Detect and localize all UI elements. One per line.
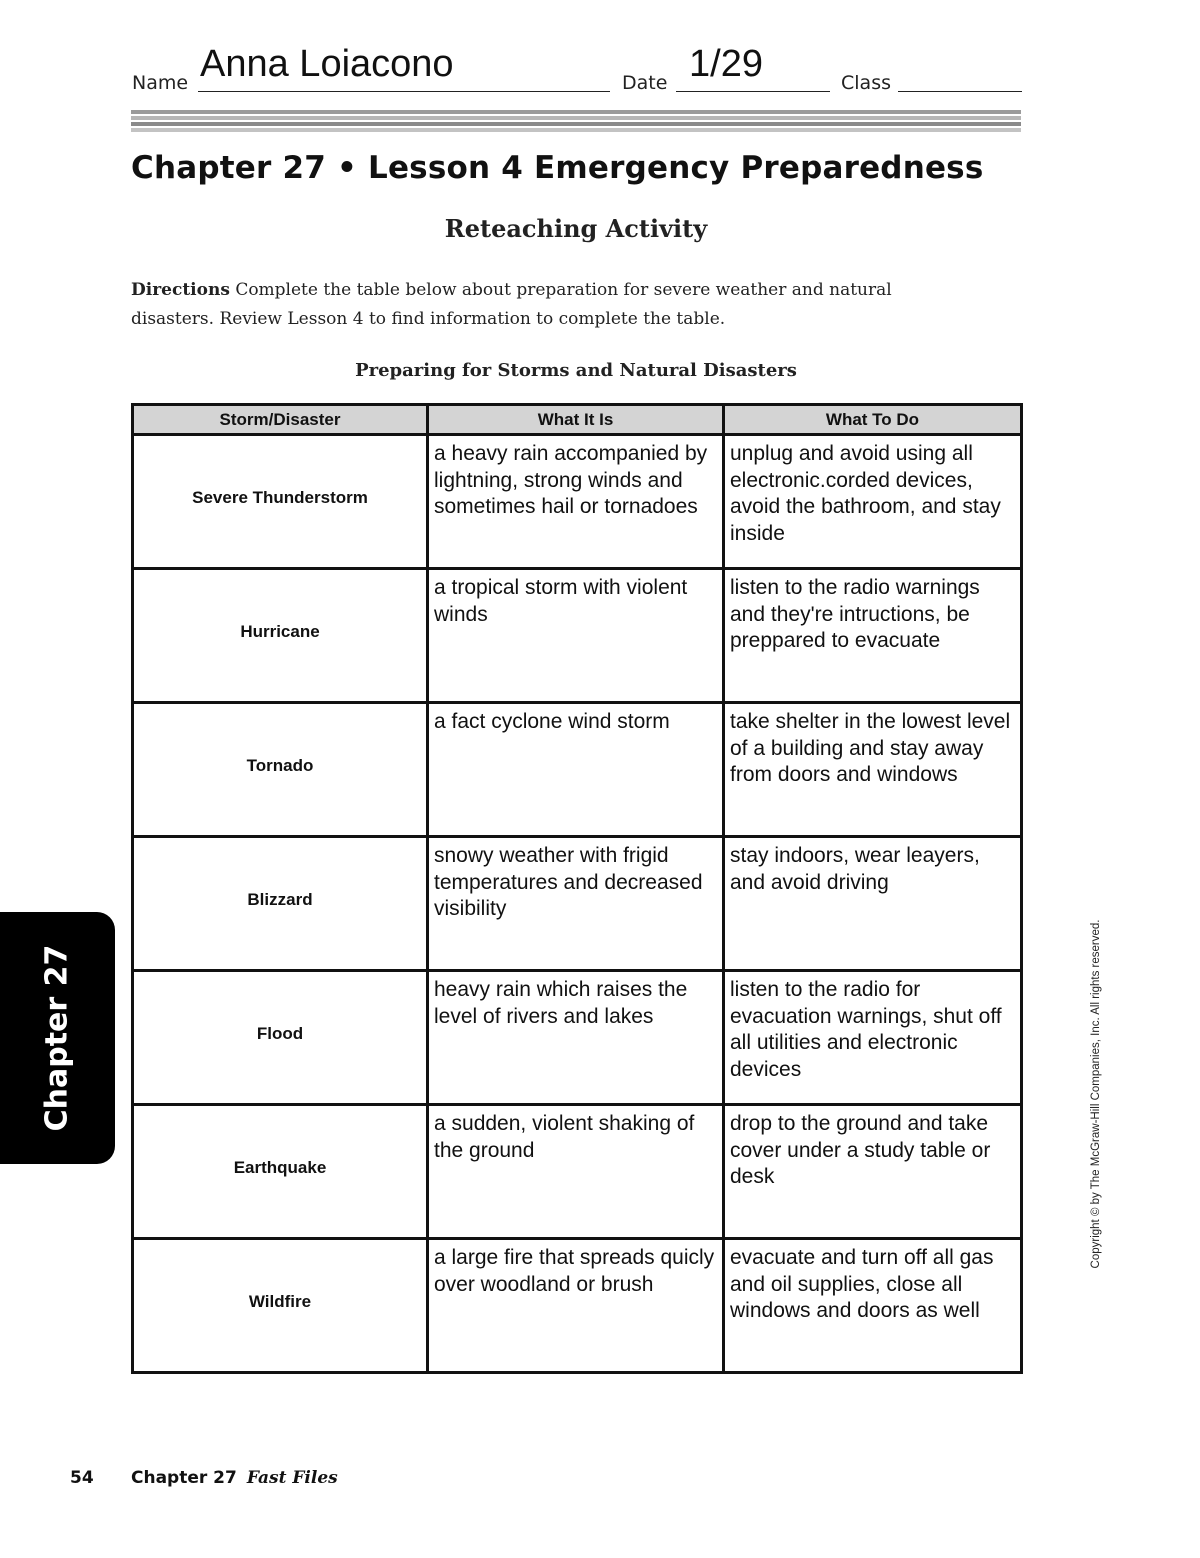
page-subtitle: Reteaching Activity <box>444 214 708 243</box>
table-row <box>133 435 1022 569</box>
disaster-name-cell: Wildfire <box>133 1239 428 1373</box>
directions-label: Directions <box>131 280 230 300</box>
class-label: Class <box>841 72 891 94</box>
table-row <box>133 703 1022 837</box>
chapter-side-tab <box>0 912 115 1164</box>
what-it-is-cell[interactable]: a large fire that spreads quicly over woodland or brush <box>428 1239 724 1373</box>
what-it-is-cell[interactable]: a tropical storm with violent winds <box>428 569 724 703</box>
name-value: Anna Loiacono <box>200 43 454 85</box>
disaster-name-cell: Earthquake <box>133 1105 428 1239</box>
copyright-notice: Copyright © by The McGraw-Hill Companies, Inc. All rights reserved. <box>1090 919 1102 1269</box>
footer-chapter: Chapter 27 <box>131 1468 237 1488</box>
column-header: Storm/Disaster <box>133 405 428 435</box>
name-line <box>198 91 610 92</box>
what-to-do-cell[interactable]: take shelter in the lowest level of a building and stay away from doors and windows <box>724 703 1022 837</box>
what-it-is-cell[interactable]: a fact cyclone wind storm <box>428 703 724 837</box>
what-to-do-cell[interactable]: evacuate and turn off all gas and oil supplies, close all windows and doors as well <box>724 1239 1022 1373</box>
name-label: Name <box>132 72 189 94</box>
disaster-name-cell: Blizzard <box>133 837 428 971</box>
column-header: What To Do <box>724 405 1022 435</box>
disaster-name-cell: Severe Thunderstorm <box>133 435 428 569</box>
what-to-do-cell[interactable]: unplug and avoid using all electronic.corded devices, avoid the bathroom, and stay inside <box>724 435 1022 569</box>
date-label: Date <box>622 72 668 94</box>
what-it-is-cell[interactable]: a sudden, violent shaking of the ground <box>428 1105 724 1239</box>
directions-text: Complete the table below about preparation for severe weather and natural disasters. Review Lesson 4 to find information to complete the table. <box>131 280 892 329</box>
disaster-table <box>131 403 1023 1374</box>
table-row <box>133 971 1022 1105</box>
what-it-is-cell[interactable]: a heavy rain accompanied by lightning, strong winds and sometimes hail or tornadoes <box>428 435 724 569</box>
table-row <box>133 569 1022 703</box>
disaster-name-cell: Tornado <box>133 703 428 837</box>
table-row <box>133 837 1022 971</box>
footer-book-title: Fast Files <box>246 1468 338 1488</box>
table-header-row <box>133 405 1022 435</box>
header-rule <box>131 110 1021 138</box>
table-row <box>133 1239 1022 1373</box>
what-to-do-cell[interactable]: listen to the radio for evacuation warnings, shut off all utilities and electronic devices <box>724 971 1022 1105</box>
page-title: Chapter 27 • Lesson 4 Emergency Preparedness <box>131 150 984 186</box>
table-title: Preparing for Storms and Natural Disasters <box>355 360 797 381</box>
what-to-do-cell[interactable]: listen to the radio warnings and they're intructions, be preppared to evacuate <box>724 569 1022 703</box>
date-line <box>676 91 830 92</box>
page-footer <box>70 1468 338 1488</box>
page-number: 54 <box>70 1468 94 1488</box>
what-to-do-cell[interactable]: drop to the ground and take cover under a study table or desk <box>724 1105 1022 1239</box>
directions <box>131 276 931 334</box>
what-it-is-cell[interactable]: snowy weather with frigid temperatures and decreased visibility <box>428 837 724 971</box>
table-row <box>133 1105 1022 1239</box>
what-it-is-cell[interactable]: heavy rain which raises the level of rivers and lakes <box>428 971 724 1105</box>
side-tab-label: Chapter 27 <box>39 944 75 1132</box>
header-row <box>132 40 1022 96</box>
what-to-do-cell[interactable]: stay indoors, wear leayers, and avoid driving <box>724 837 1022 971</box>
column-header: What It Is <box>428 405 724 435</box>
date-value: 1/29 <box>689 43 763 85</box>
disaster-name-cell: Hurricane <box>133 569 428 703</box>
disaster-name-cell: Flood <box>133 971 428 1105</box>
class-line <box>898 91 1022 92</box>
